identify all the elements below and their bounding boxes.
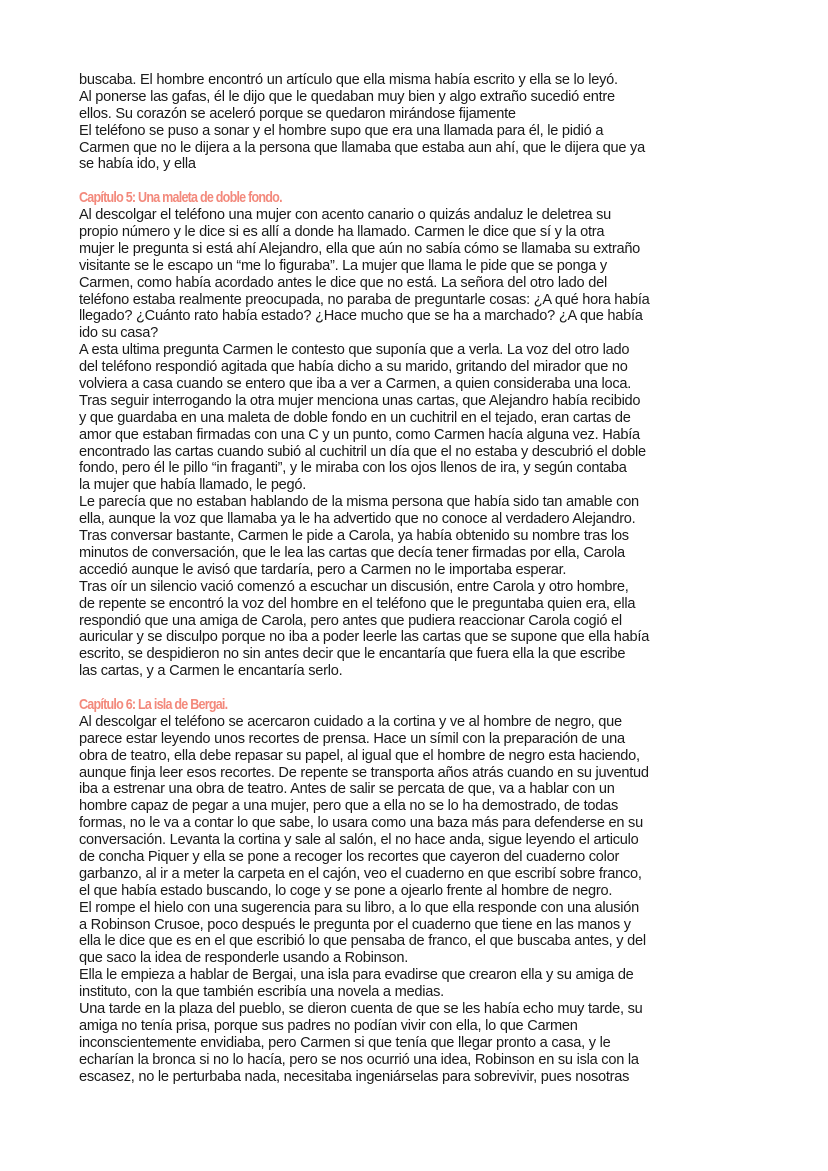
text-line: Tras oír un silencio vació comenzó a escuchar un discusión, entre Carola y otro hombre, bbox=[79, 578, 629, 595]
text-line: Ella le empieza a hablar de Bergai, una isla para evadirse que crearon ella y su amiga de bbox=[79, 967, 634, 984]
text-line: Carmen, como había acordado antes le dice que no está. La señora del otro lado del bbox=[79, 274, 607, 291]
paragraph bbox=[79, 714, 779, 1086]
text-line: las cartas, y a Carmen le encantaría serlo. bbox=[79, 663, 343, 680]
blank-line bbox=[79, 173, 779, 190]
text-line: de repente se encontró la voz del hombre en el teléfono que le preguntaba quien era, ella bbox=[79, 595, 636, 612]
text-line: Tras seguir interrogando la otra mujer menciona unas cartas, que Alejandro había recibido bbox=[79, 392, 641, 409]
text-line: Al ponerse las gafas, él le dijo que le quedaban muy bien y algo extraño sucedió entre bbox=[79, 88, 615, 105]
text-line: Al descolgar el teléfono se acercaron cuidado a la cortina y ve al hombre de negro, que bbox=[79, 713, 622, 730]
text-line: teléfono estaba realmente preocupada, no paraba de preguntarle cosas: ¿A qué hora había bbox=[79, 291, 650, 308]
text-line: propio número y le dice si es allí a donde ha llamado. Carmen le dice que sí y la otra bbox=[79, 224, 605, 241]
text-line: garbanzo, al ir a meter la carpeta en el cajón, veo el cuaderno en que escribí sobre franco, bbox=[79, 865, 642, 882]
text-line: auricular y se disculpo porque no iba a poder leerle las cartas que se supone que ella había bbox=[79, 629, 650, 646]
text-line: minutos de conversación, que le lea las cartas que decía tener firmadas por ella, Carola bbox=[79, 544, 625, 561]
text-line: mujer le pregunta si está ahí Alejandro, ella que aún no sabía cómo se llamaba su extraño bbox=[79, 240, 641, 257]
text-line: ella, aunque la voz que llamaba ya le ha advertido que no conoce al verdadero Alejandro. bbox=[79, 511, 636, 528]
text-line: amor que estaban firmadas con una C y un punto, como Carmen hacía alguna vez. Había bbox=[79, 426, 640, 443]
text-line: El rompe el hielo con una sugerencia para su libro, a lo que ella responde con una alusión bbox=[79, 899, 640, 916]
text-line: hombre capaz de pegar a una mujer, pero que a ella no se lo ha demostrado, de todas bbox=[79, 798, 619, 815]
text-line: visitante se le escapo un “me lo figuraba”. La mujer que llama le pide que se ponga y bbox=[79, 257, 607, 274]
text-line: instituto, con la que también escribía una novela a medias. bbox=[79, 984, 444, 1001]
text-line: conversación. Levanta la cortina y sale al salón, el no hace anda, sigue leyendo el articulo bbox=[79, 832, 639, 849]
document-page bbox=[79, 72, 779, 1085]
text-line: amiga no tenía prisa, porque sus padres no podían vivir con ella, lo que Carmen bbox=[79, 1017, 578, 1034]
paragraph bbox=[79, 72, 779, 173]
text-line: Le parecía que no estaban hablando de la misma persona que había sido tan amable con bbox=[79, 494, 639, 511]
chapter-heading bbox=[79, 697, 779, 714]
text-line: aunque finja leer esos recortes. De repente se transporta años atrás cuando en su juventud bbox=[79, 764, 649, 781]
text-line: A esta ultima pregunta Carmen le contesto que suponía que a verla. La voz del otro lado bbox=[79, 342, 630, 359]
text-line: obra de teatro, ella debe repasar su papel, al igual que el hombre de negro esta haciendo, bbox=[79, 747, 640, 764]
chapter-heading-text: Capítulo 5: Una maleta de doble fondo. bbox=[79, 190, 282, 207]
text-line: del teléfono respondió agitada que había dicho a su marido, gritando del mirador que no bbox=[79, 359, 628, 376]
text-line: Carmen que no le dijera a la persona que llamaba que estaba aun ahí, que le dijera que ya bbox=[79, 139, 645, 156]
text-line: formas, no le va a contar lo que sabe, lo usara como una baza más para defenderse en su bbox=[79, 815, 643, 832]
text-line: volviera a casa cuando se entero que iba a ver a Carmen, a quien consideraba una loca. bbox=[79, 376, 632, 393]
text-line: inconscientemente envidiaba, pero Carmen si que tenía que llegar pronto a casa, y le bbox=[79, 1034, 611, 1051]
text-line: fondo, pero él le pillo “in fraganti”, y le miraba con los ojos llenos de ira, y según contaba bbox=[79, 460, 627, 477]
blank-line bbox=[79, 680, 779, 697]
text-line: echarían la bronca si no lo hacía, pero se nos ocurrió una idea, Robinson en su isla con la bbox=[79, 1051, 639, 1068]
text-line: escasez, no le perturbaba nada, necesitaba ingeniárselas para sobrevivir, pues nosotras bbox=[79, 1068, 630, 1085]
text-line: El teléfono se puso a sonar y el hombre supo que era una llamada para él, le pidió a bbox=[79, 122, 604, 139]
text-line: Una tarde en la plaza del pueblo, se dieron cuenta de que se les había echo muy tarde, su bbox=[79, 1000, 643, 1017]
text-line: a Robinson Crusoe, poco después le pregunta por el cuaderno que tiene en las manos y bbox=[79, 916, 631, 933]
chapter-heading-text: Capítulo 6: La isla de Bergai. bbox=[79, 696, 228, 713]
text-line: ido su casa? bbox=[79, 325, 158, 342]
text-line: respondió que una amiga de Carola, pero antes que pudiera reaccionar Carola cogió el bbox=[79, 612, 622, 629]
paragraph bbox=[79, 207, 779, 680]
text-line: el que había estado buscando, lo coge y se pone a ojearlo frente al hombre de negro. bbox=[79, 882, 613, 899]
text-line: llegado? ¿Cuánto rato había estado? ¿Hace mucho que se ha a marchado? ¿A que había bbox=[79, 308, 643, 325]
text-line: ella le dice que es en el que escribió lo que pensaba de franco, el que buscaba antes, y del bbox=[79, 933, 646, 950]
text-line: ellos. Su corazón se aceleró porque se quedaron mirándose fijamente bbox=[79, 105, 516, 122]
text-line: Tras conversar bastante, Carmen le pide a Carola, ya había obtenido su nombre tras los bbox=[79, 528, 629, 545]
text-line: iba a estrenar una obra de teatro. Antes de salir se percata de que, va a hablar con un bbox=[79, 781, 615, 798]
text-line: encontrado las cartas cuando subió al cuchitril un día que el no estaba y descubrió el doble bbox=[79, 443, 646, 460]
text-line: accedió aunque le avisó que tardaría, pero a Carmen no le importaba esperar. bbox=[79, 561, 567, 578]
text-line: buscaba. El hombre encontró un artículo que ella misma había escrito y ella se lo leyó. bbox=[79, 72, 618, 88]
text-line: Al descolgar el teléfono una mujer con acento canario o quizás andaluz le deletrea su bbox=[79, 207, 612, 224]
text-line: la mujer que había llamado, le pegó. bbox=[79, 477, 307, 494]
text-line: que saco la idea de responderle usando a Robinson. bbox=[79, 950, 409, 967]
chapter-heading bbox=[79, 190, 779, 207]
text-line: parece estar leyendo unos recortes de prensa. Hace un símil con la preparación de una bbox=[79, 730, 625, 747]
text-line: se había ido, y ella bbox=[79, 156, 196, 173]
text-line: de concha Piquer y ella se pone a recoger los recortes que cayeron del cuaderno color bbox=[79, 848, 620, 865]
text-line: escrito, se despidieron no sin antes decir que le encantaría que fuera ella la que escribe bbox=[79, 646, 626, 663]
text-line: y que guardaba en una maleta de doble fondo en un cuchitril en el tejado, eran cartas de bbox=[79, 409, 631, 426]
